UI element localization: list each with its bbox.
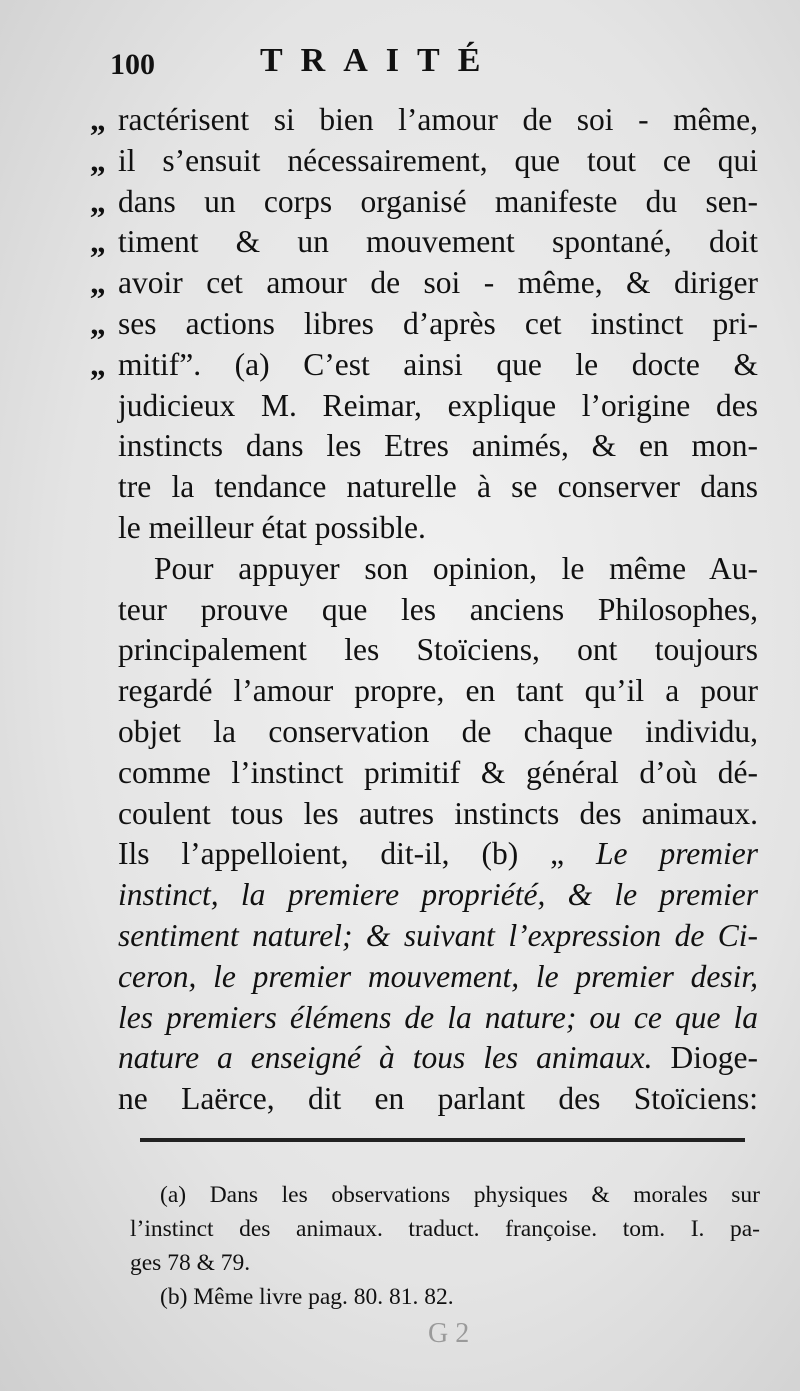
footnote-line: l’instinct des animaux. traduct. françoise. tom. I. pa- bbox=[130, 1216, 760, 1242]
text-line: instincts dans les Etres animés, & en mon- bbox=[118, 428, 758, 464]
text-line: comme l’instinct primitif & général d’où dé- bbox=[118, 754, 758, 790]
text-line: „ ses actions libres d’après cet instinct pri- bbox=[90, 305, 758, 341]
text-line: ne Laërce, dit en parlant des Stoïciens: bbox=[118, 1081, 758, 1117]
page-header bbox=[110, 42, 710, 92]
italic-line: les premiers élémens de la nature; ou ce que la bbox=[118, 999, 758, 1035]
running-head: TRAITÉ bbox=[260, 42, 499, 79]
signature-mark: G 2 bbox=[428, 1318, 470, 1349]
text-line: „ mitif”. (a) C’est ainsi que le docte & bbox=[90, 346, 758, 382]
footnote-rule bbox=[140, 1138, 745, 1142]
footnote-line: ges 78 & 79. bbox=[130, 1250, 251, 1276]
text-line: „ dans un corps organisé manifeste du sen- bbox=[90, 183, 758, 219]
body-text bbox=[90, 100, 758, 1120]
footnote-b: (b) Même livre pag. 80. 81. 82. bbox=[160, 1284, 454, 1310]
text-line: objet la conservation de chaque individu, bbox=[118, 713, 758, 749]
text-line: coulent tous les autres instincts des animaux. bbox=[118, 795, 758, 831]
footnotes bbox=[130, 1178, 760, 1314]
text-line: „ ractérisent si bien l’amour de soi - même, bbox=[90, 102, 758, 137]
italic-line: sentiment naturel; & suivant l’expression de Ci- bbox=[118, 917, 758, 953]
text-line: principalement les Stoïciens, ont toujours bbox=[118, 632, 758, 668]
text-line: le meilleur état possible. bbox=[118, 509, 426, 545]
italic-line: instinct, la premiere propriété, & le premier bbox=[118, 877, 758, 913]
text-line: judicieux M. Reimar, explique l’origine des bbox=[118, 387, 758, 423]
text-line: nature a enseigné à tous les animaux. Dioge- bbox=[118, 1040, 758, 1076]
paragraph-start: Pour appuyer son opinion, le même Au- bbox=[154, 550, 758, 586]
text-line: „ il s’ensuit nécessairement, que tout ce qui bbox=[90, 142, 758, 178]
text-line: regardé l’amour propre, en tant qu’il a pour bbox=[118, 673, 758, 709]
italic-line: ceron, le premier mouvement, le premier desir, bbox=[118, 958, 758, 994]
footnote-a: (a) Dans les observations physiques & morales sur bbox=[160, 1182, 760, 1208]
text-line: Ils l’appelloient, dit-il, (b) „ Le premier bbox=[118, 836, 758, 872]
text-line: teur prouve que les anciens Philosophes, bbox=[118, 591, 758, 627]
text-line: „ avoir cet amour de soi - même, & diriger bbox=[90, 265, 758, 301]
text-line: „ timent & un mouvement spontané, doit bbox=[90, 224, 758, 260]
text-line: tre la tendance naturelle à se conserver dans bbox=[118, 469, 758, 505]
page-number: 100 bbox=[110, 48, 155, 81]
